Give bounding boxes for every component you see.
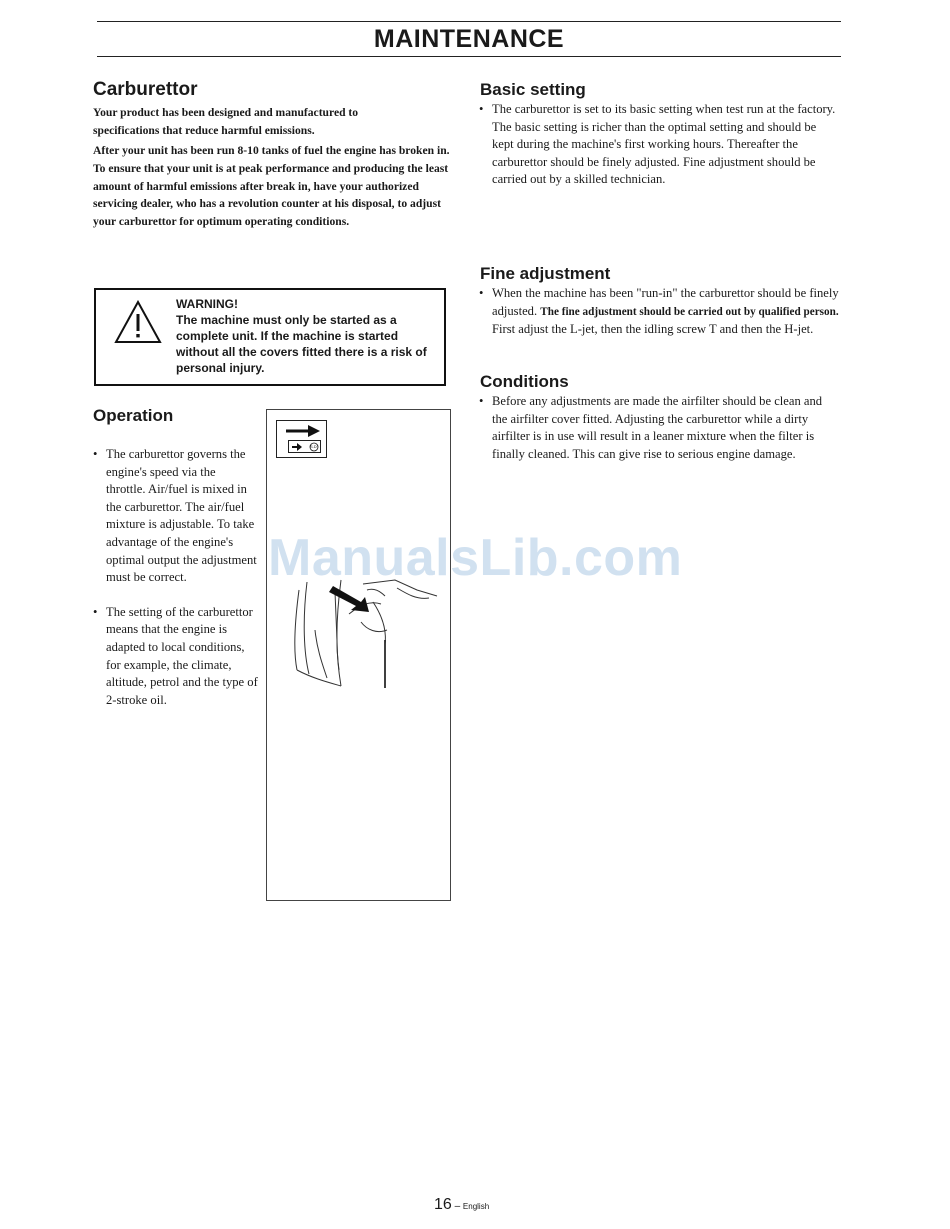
gauge-icon-label: S.D [310, 444, 317, 449]
page-footer [434, 1196, 489, 1214]
warning-body: The machine must only be started as a complete unit. If the machine is started without all the covers fitted there is a risk of personal injury. [176, 313, 427, 375]
fine-adjustment-text-1: When the machine has been "run-in" the carburettor should be finely adjusted. [492, 286, 839, 318]
carburettor-paragraph-2: After your unit has been run 8-10 tanks of fuel the engine has broken in. To ensure that your unit is at peak performance and producing the least amount of harmful emissions after break in, have your authorized servicing dealer, who has a revolution counter at his disposal, to adjust your carburettor for optimum operating conditions. [93, 144, 450, 229]
figure-frame [266, 409, 451, 901]
watermark: ManualsLib.com [268, 529, 683, 587]
figure-icon-box [276, 420, 327, 458]
figure-icon-inner [288, 440, 321, 453]
operation-bullet-2: • The setting of the carburettor means that the engine is adapted to local conditions, for example, the climate, altitude, petrol and the type of 2-stroke oil. [93, 604, 258, 710]
fine-adjustment-text-bold: The fine adjustment should be carried out by qualified person. [540, 305, 839, 318]
warning-text-block [176, 296, 442, 376]
page-number: 16 [434, 1196, 452, 1213]
operation-bullet-1: • The carburettor governs the engine's speed via the throttle. Air/fuel is mixed in the carburettor. The air/fuel mixture is adjustable. To take advantage of the engine's optimal output the adjustment must be correct. [93, 446, 258, 587]
fine-adjustment-item [479, 285, 839, 339]
conditions-text: • Before any adjustments are made the airfilter should be clean and the airfilter cover fitted. Adjusting the carburettor while a dirty airfilter is in use will result in a leaner mixture when the filter is finally cleaned. This can give rise to serious engine damage. [479, 393, 839, 463]
footer-language: English [462, 1202, 490, 1211]
basic-setting-heading: Basic setting [480, 80, 586, 99]
warning-box [94, 288, 446, 386]
fine-adjustment-list [479, 285, 839, 339]
basic-setting-text: • The carburettor is set to its basic setting when test run at the factory. The basic setting is richer than the optimal setting and should be kept during the machine's first working hours. Thereafter the carburettor should be finely adjusted. Fine adjustment should be carried out by a skilled technician. [479, 101, 839, 189]
header-rule-bottom [97, 56, 841, 57]
conditions-list [479, 393, 839, 463]
arrow-right-icon [286, 425, 320, 437]
operation-bullet-list [93, 446, 258, 709]
carburettor-adjustment-illustration [277, 570, 447, 695]
header-rule-top [97, 21, 841, 22]
fine-adjustment-text-2: First adjust the L-jet, then the idling screw T and then the H-jet. [492, 322, 814, 337]
fine-adjustment-heading: Fine adjustment [480, 264, 611, 283]
warning-title: WARNING! [176, 297, 238, 311]
footer-separator: – [451, 1201, 463, 1212]
warning-triangle-icon [114, 300, 162, 344]
small-arrow-icon [292, 443, 302, 451]
operation-heading: Operation [93, 406, 174, 425]
conditions-heading: Conditions [480, 372, 569, 391]
carburettor-heading: Carburettor [93, 79, 198, 100]
page-title: MAINTENANCE [373, 25, 565, 53]
basic-setting-list [479, 101, 839, 189]
carburettor-paragraph-1: Your product has been designed and manufactured to specifications that reduce harmful emissions. [93, 106, 359, 137]
